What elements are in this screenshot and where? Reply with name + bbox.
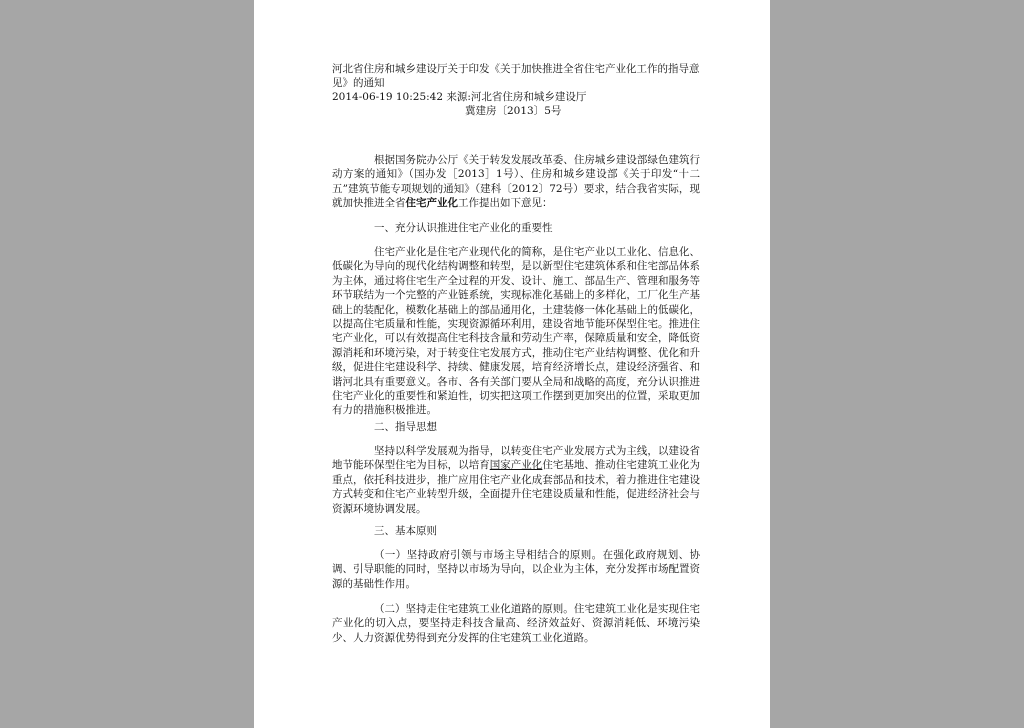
section-guiding-ideology-paragraph <box>332 444 700 516</box>
principle-one-paragraph: （一）坚持政府引领与市场主导相结合的原则。在强化政府规划、协调、引导职能的同时，坚持以市场为导向，以企业为主体，充分发挥市场配置资源的基础性作用。 <box>332 549 700 590</box>
section-heading-basic-principles: 三、基本原则 <box>374 525 437 537</box>
principle-two-paragraph: （二）坚持走住宅建筑工业化道路的原则。住宅建筑工业化是实现住宅产业化的切入点，要坚持走科技含量高、经济效益好、资源消耗低、环境污染少、人力资源优势得到充分发挥的住宅建筑工业化道路。 <box>332 603 700 644</box>
document-page <box>254 0 770 728</box>
section-heading-guiding-ideology: 二、指导思想 <box>374 421 437 433</box>
guiding-text-before: 坚持以科学发展观为指导，以转变住宅产业发展方式为主线，以建设省地节能环保型住宅为目标，以培育 <box>332 445 700 472</box>
intro-text-after: 工作提出如下意见： <box>458 197 553 210</box>
section-importance-paragraph: 住宅产业化是住宅产业现代化的简称，是住宅产业以工业化、信息化、低碳化为导向的现代化结构调整和转型，是以新型住宅建筑体系和住宅部品体系为主体，通过将住宅生产全过程的开发、设计、施工、部品生产、管理和服务等环节联结为一个完整的产业链系统，实现标准化基础上的多样化，工厂化生产基础上的装配化，模数化基础上的部品通用化，土建装修一体化基础上的低碳化，以提高住宅质量和性能，实现资源循环利用，建设省地节能环保型住宅。推进住宅产业化，可以有效提高住宅科技含量和劳动生产率，保障质量和安全，降低资源消耗和环境污染，对于转变住宅发展方式，推动住宅产业结构调整、优化和升级，促进住宅建设科学、持续、健康发展，培育经济增长点，建设经济强省、和谐河北具有重要意义。各市、各有关部门要从全局和战略的高度，充分认识推进住宅产业化的重要性和紧迫性，切实把这项工作摆到更加突出的位置，采取更加有力的措施积极推进。 <box>332 246 700 417</box>
intro-keyword: 住宅产业化 <box>405 197 458 210</box>
guiding-text-after: 住宅基地、推动住宅建筑工业化为重点，依托科技进步，推广应用住宅产业化成套部品和技术，着力推进住宅建设方式转变和住宅产业转型升级，全面提升住宅建设质量和性能，促进经济社会与资源环境协调发展。 <box>332 459 701 515</box>
publish-meta: 2014-06-19 10:25:42 来源:河北省住房和城乡建设厅 <box>332 91 587 103</box>
intro-text-before: 根据国务院办公厅《关于转发发展改革委、住房城乡建设部绿色建筑行动方案的通知》（国办发［2013］1号）、住房和城乡建设部《关于印发“十二五”建筑节能专项规划的通知》（建科〔2012〕72号）要求，结合我省实际，现就加快推进全省 <box>332 154 700 210</box>
intro-paragraph <box>332 153 700 211</box>
national-industrialization-link[interactable]: 国家产业化 <box>489 459 543 472</box>
document-title: 河北省住房和城乡建设厅关于印发《关于加快推进全省住宅产业化工作的指导意见》的通知 <box>332 63 700 89</box>
document-number: 冀建房〔2013〕5号 <box>465 105 562 117</box>
section-heading-importance: 一、充分认识推进住宅产业化的重要性 <box>374 222 553 234</box>
